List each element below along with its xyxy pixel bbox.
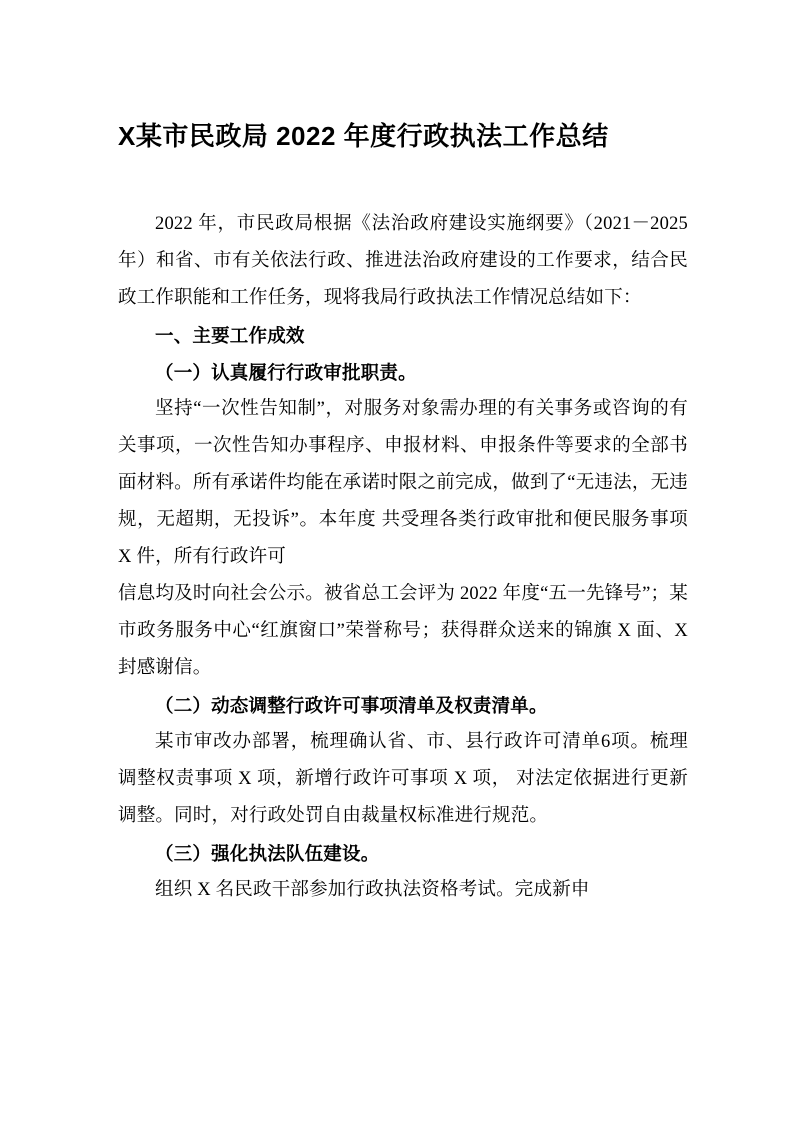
paragraph-intro: 2022 年，市民政局根据《法治政府建设实施纲要》（2021－2025 年）和省、市有关依法行政、推进法治政府建设的工作要求，结合民政工作职能和工作任务，现将我局行政执法工作情况总结如下： xyxy=(118,214,688,309)
subsection-heading-1-2: （二）动态调整行政许可事项清单及权责清单。 xyxy=(155,695,548,717)
paragraph-1-1-continued: 信息均及时向社会公示。被省总工会评为 2022 年度“五一先锋号”；某市政务服务中心“红旗窗口”荣誉称号；获得群众送来的锦旗 X 面、X 封感谢信。 xyxy=(118,584,688,679)
paragraph-1-3-body: 组织 X 名民政干部参加行政执法资格考试。完成新申 xyxy=(155,880,590,901)
paragraph-1-1-body: 坚持“一次性告知制”，对服务对象需办理的有关事务或咨询的有关事项，一次性告知办事程序、申报材料、申报条件等要求的全部书面材料。所有承诺件均能在承诺时限之前完成，做到了“无违法，无违规，无超期，无投诉”。本年度 共受理各类行政审批和便民服务事项 X 件，所有行政许可 xyxy=(118,399,688,568)
document-body xyxy=(118,206,688,909)
subsection-heading-1-1: （一）认真履行行政审批职责。 xyxy=(155,362,417,384)
paragraph-1-2-body: 某市审改办部署，梳理确认省、市、县行政许可清单6项。梳理调整权责事项 X 项，新增行政许可事项 X 项， 对法定依据进行更新调整。同时，对行政处罚自由裁量权标准进行规范。 xyxy=(118,732,688,827)
page-title: X某市民政局 2022 年度行政执法工作总结 xyxy=(118,121,609,151)
section-heading-1: 一、主要工作成效 xyxy=(155,325,305,347)
subsection-heading-1-3: （三）强化执法队伍建设。 xyxy=(155,843,380,865)
